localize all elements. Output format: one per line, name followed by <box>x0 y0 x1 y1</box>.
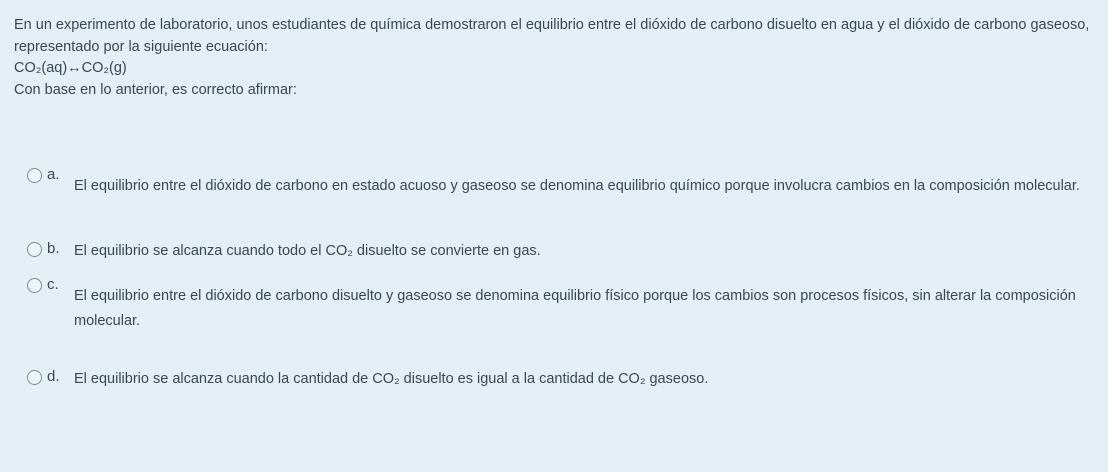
option-b-letter: b. <box>47 240 60 257</box>
answer-options <box>0 165 1108 392</box>
question-text-block <box>0 0 1108 101</box>
option-a-letter: a. <box>47 166 60 183</box>
question-prompt: Con base en lo anterior, es correcto afirmar: <box>14 81 297 98</box>
option-d-text[interactable]: El equilibrio se alcanza cuando la cantidad de CO₂ disuelto es igual a la cantidad de CO₂ gaseoso. <box>74 371 709 387</box>
answer-option-a[interactable] <box>0 165 1108 199</box>
option-c-letter: c. <box>47 276 59 293</box>
answer-option-b[interactable] <box>0 239 1108 264</box>
question-intro: En un experimento de laboratorio, unos estudiantes de química demostraron el equilibrio entre el dióxido de carbono disuelto en agua y el dióxido de carbono gaseoso, representado por la siguiente ecuación: <box>14 17 1090 55</box>
option-a-radio[interactable] <box>27 168 42 183</box>
option-d-letter: d. <box>47 368 60 385</box>
option-a-text[interactable]: El equilibrio entre el dióxido de carbono en estado acuoso y gaseoso se denomina equilibrio químico porque involucra cambios en la composición molecular. <box>74 178 1080 194</box>
option-c-text[interactable]: El equilibrio entre el dióxido de carbono disuelto y gaseoso se denomina equilibrio físico porque los cambios son procesos físicos, sin alterar la composición molecular. <box>74 288 1076 329</box>
answer-option-d[interactable] <box>0 367 1108 392</box>
answer-option-c[interactable] <box>0 275 1108 334</box>
option-b-text[interactable]: El equilibrio se alcanza cuando todo el CO₂ disuelto se convierte en gas. <box>74 243 541 259</box>
option-c-radio[interactable] <box>27 278 42 293</box>
equation: CO₂(aq)↔CO₂(g) <box>14 60 127 76</box>
option-d-radio[interactable] <box>27 370 42 385</box>
option-b-radio[interactable] <box>27 242 42 257</box>
